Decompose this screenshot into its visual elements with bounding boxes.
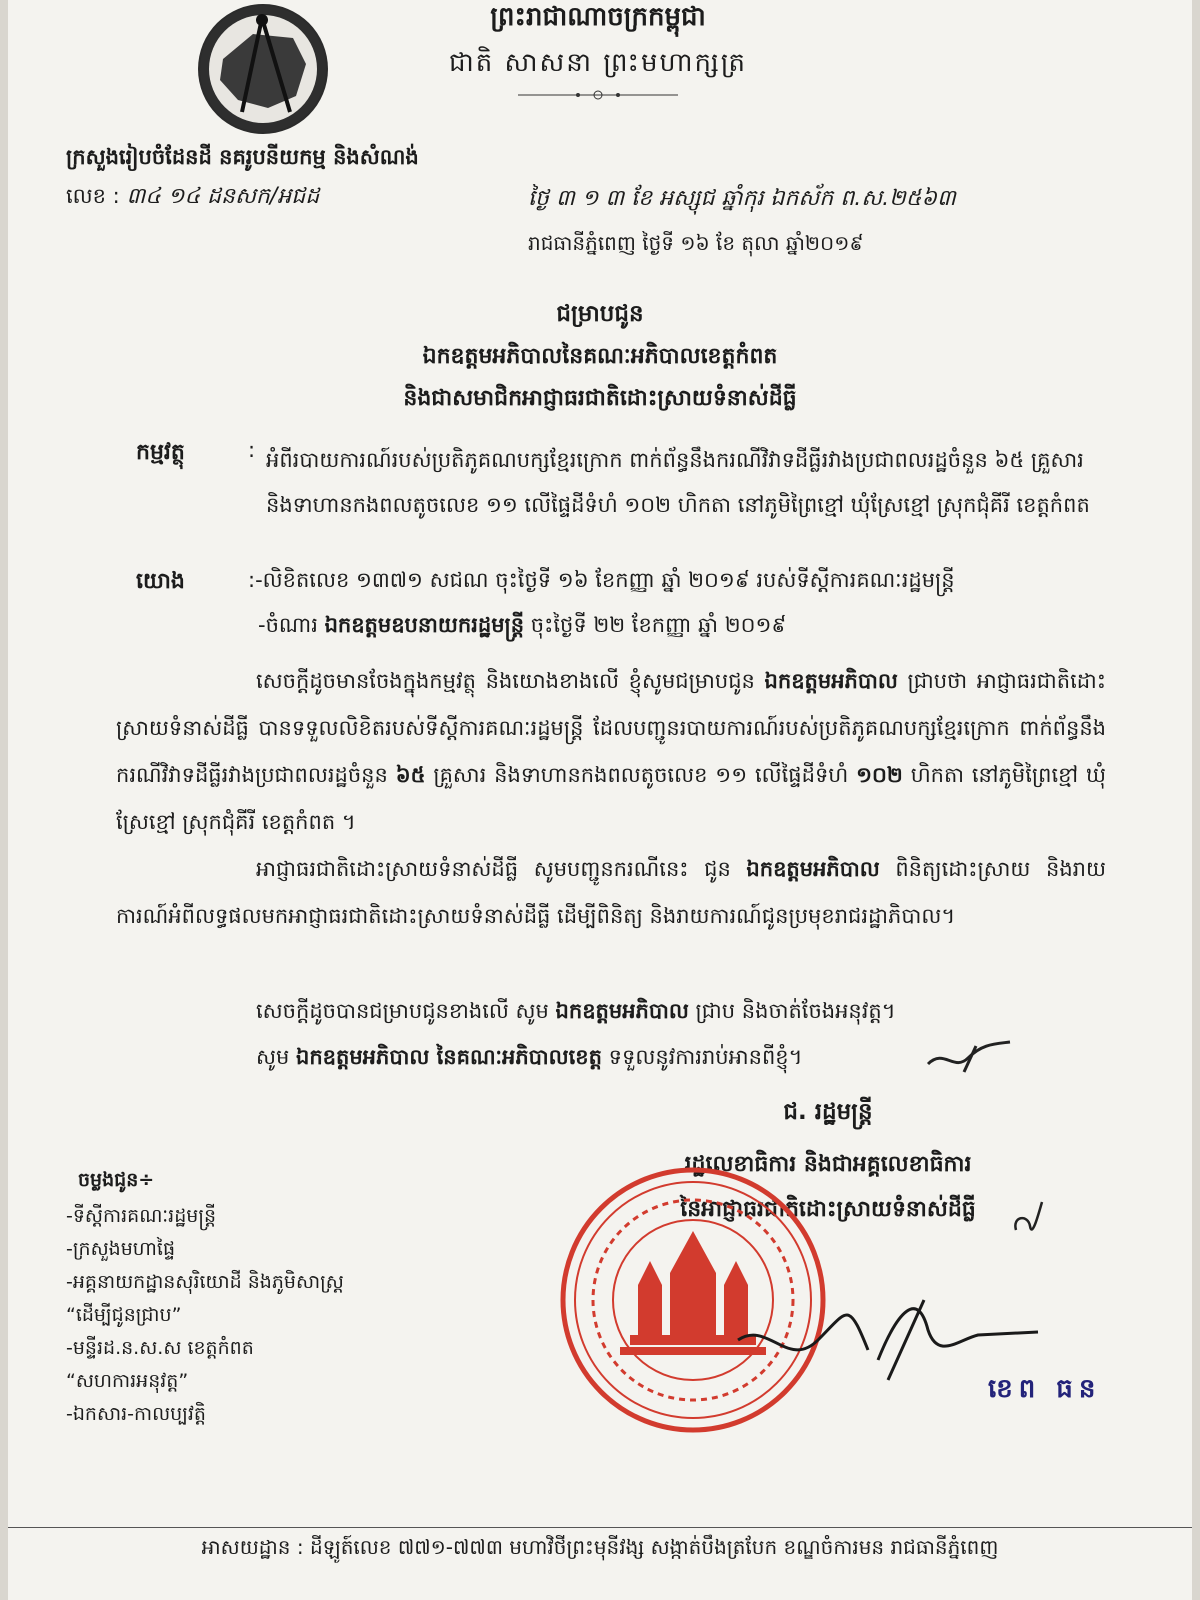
list-item: -មន្ទីរដ.ន.ស.ស ខេត្តកំពត [66,1337,254,1359]
body-paragraph-1: សេចក្តីដូចមានចែងក្នុងកម្មវត្ថុ និងយោងខាងលើ ខ្ញុំសូមជម្រាបជូន ឯកឧត្តមអភិបាល ជ្រាបថា អាជ្ញាធរជាតិដោះស្រាយទំនាស់ដីធ្លី បានទទួលលិខិតរបស់ទីស្តីការគណៈរដ្ឋមន្ត្រី ដែលបញ្ជូនរបាយការណ៍របស់ប្រតិភូគណបក្សខ្មែរក្រោក ពាក់ព័ន្ធនឹងករណីវិវាទដីធ្លីរវាងប្រជាពលរដ្ឋចំនួន ៦៥ គ្រួសារ និងទាហានកងពលតូចលេខ ១១ លើផ្ទៃដីទំហំ ១០២ ហិកតា នៅភូមិព្រៃខ្មៅ ឃុំស្រែខ្មៅ ស្រុកជុំគីរី ខេត្តកំពត ។ [116,669,1107,834]
reference-item-2: -ចំណារ ឯកឧត្តមឧបនាយករដ្ឋមន្ត្រី ចុះថ្ងៃទី ២២ ខែកញ្ញា ឆ្នាំ ២០១៩ [258,613,787,637]
footer-divider [8,1527,1192,1528]
signer-name: ខេព ធន [988,1374,1102,1404]
solar-date: រាជធានីភ្នំពេញ ថ្ងៃទី ១៦ ខែ តុលា ឆ្នាំ២០១៩ [528,231,864,255]
list-item: -ឯកសារ-កាលប្បវត្តិ [66,1403,206,1425]
ministry-logo [198,4,328,134]
list-item: -ទីស្តីការគណៈរដ្ឋមន្ត្រី [66,1205,217,1227]
initial-mark [1008,1196,1048,1236]
list-item: -អគ្គនាយកដ្ឋានសុរិយោដី និងភូមិសាស្ត្រ [66,1271,344,1293]
cc-list [66,1200,344,1431]
recipient-title: ជម្រាបជូន [556,301,644,327]
list-item: “ដើម្បីជូនជ្រាប” [66,1304,182,1326]
body-paragraph-2: អាជ្ញាធរជាតិដោះស្រាយទំនាស់ដីធ្លី សូមបញ្ជូនករណីនេះ ជូន ឯកឧត្តមអភិបាល ពិនិត្យដោះស្រាយ និងរាយការណ៍អំពីលទ្ធផលមកអាជ្ញាធរជាតិដោះស្រាយទំនាស់ដីធ្លី ដើម្បីពិនិត្យ និងរាយការណ៍ជូនប្រមុខរាជរដ្ឋាភិបាល។ [116,857,1106,928]
ministry-name: ក្រសួងរៀបចំដែនដី នគរូបនីយកម្ម និងសំណង់ [66,145,419,169]
subject-label: កម្មវត្ថុ [136,440,185,465]
subject-text: អំពីរបាយការណ៍របស់ប្រតិភូគណបក្សខ្មែរក្រោក ពាក់ព័ន្ធនឹងករណីវិវាទដីធ្លីរវាងប្រជាពលរដ្ឋចំនួន ៦៥ គ្រួសារ និងទាហានកងពលតូចលេខ ១១ លើផ្ទៃដីទំហំ ១០២ ហិកតា នៅភូមិព្រៃខ្មៅ ឃុំស្រែខ្មៅ ស្រុកជុំគីរី ខេត្តកំពត [266,448,1090,517]
reference-value: ៣៤ ១៤ ដនសក/អជដ [126,184,320,209]
list-item: “សហការអនុវត្ត” [66,1370,189,1392]
footer-address: អាសយដ្ឋាន : ដីឡូត៍លេខ ៧៧១-៧៧៣ មហាវិថីព្រះមុនីវង្ស សង្កាត់បឹងត្របែក ខណ្ឌចំការមន រាជធានីភ្នំពេញ [201,1535,999,1559]
list-item: -ក្រសួងមហាផ្ទៃ [66,1238,175,1260]
signature-position-1: រដ្ឋលេខាធិការ និងជាអគ្គលេខាធិការ [684,1152,972,1177]
body-paragraph-3: សេចក្តីដូចបានជម្រាបជូនខាងលើ សូម ឯកឧត្តមអភិបាល ជ្រាប និងចាត់ចែងអនុវត្ត។ [256,999,896,1023]
reference-item-1: :-លិខិតលេខ ១៣៧១ សជណ ចុះថ្ងៃទី ១៦ ខែកញ្ញា ឆ្នាំ ២០១៩ របស់ទីស្តីការគណៈរដ្ឋមន្ត្រី [248,568,955,592]
initial-pen-mark [924,1038,1014,1078]
recipient-line-1: ឯកឧត្តមអភិបាលនៃគណៈអភិបាលខេត្តកំពត [422,344,778,369]
kingdom-heading: ព្រះរាជាណាចក្រកម្ពុជា [490,2,706,32]
national-motto: ជាតិ សាសនា ព្រះមហាក្សត្រ [449,48,747,78]
cc-title: ចម្លងជូន÷ [78,1169,155,1191]
signature-position-2: នៃអាជ្ញាធរជាតិដោះស្រាយទំនាស់ដីធ្លី [680,1197,976,1222]
recipient-line-2: និងជាសមាជិកអាជ្ញាធរជាតិដោះស្រាយទំនាស់ដីធ្លី [403,386,797,411]
signature-title: ជ. រដ្ឋមន្ត្រី [783,1099,873,1125]
reference-label: លេខ : [66,184,120,208]
ornament-divider [518,90,678,100]
subject-colon: : [248,438,256,462]
letter-page [8,0,1192,1600]
references-label: យោង [136,569,185,594]
lunar-date: ថ្ងៃ ៣ ១ ៣ ខែ អស្សុជ ឆ្នាំកុរ ឯកស័ក ព.ស.២៥៦៣ [528,186,956,211]
closing-paragraph: សូម ឯកឧត្តមអភិបាល នៃគណៈអភិបាលខេត្ត ទទួលនូវការរាប់អានពីខ្ញុំ។ [256,1045,803,1069]
reference-number [66,182,319,214]
